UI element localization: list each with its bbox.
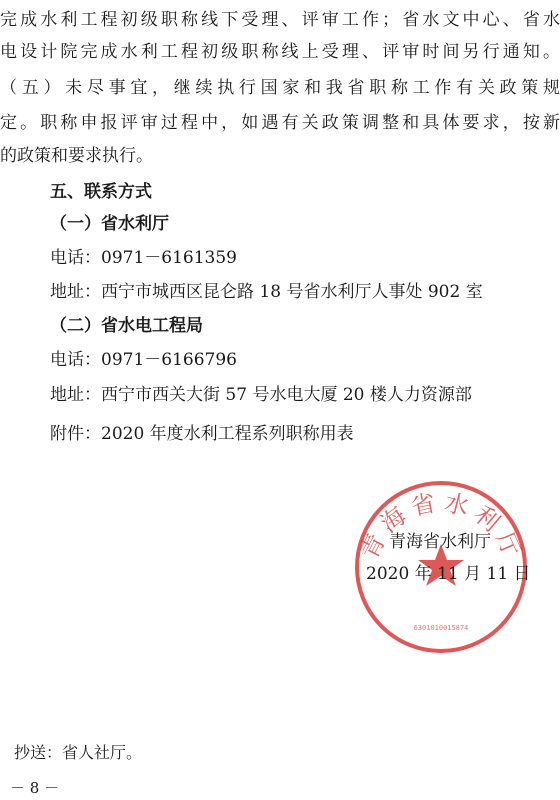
cc-line: 抄送：省人社厅。 (14, 743, 143, 762)
section-heading: 五、联系方式 (50, 182, 152, 202)
svg-text:6301010015874: 6301010015874 (413, 624, 469, 632)
signature-org: 青海省水利厅 (389, 532, 491, 552)
page-number: － 8 － (10, 779, 60, 797)
contact-address: 地址：西宁市西关大街 57 号水电大厦 20 楼人力资源部 (50, 385, 472, 405)
contact-phone: 电话：0971－6161359 (50, 248, 237, 268)
attachment-line: 附件：2020 年度水利工程系列职称用表 (50, 424, 354, 444)
contact-heading: （二）省水电工程局 (50, 316, 203, 336)
paragraph-line: 的政策和要求执行。 (0, 146, 153, 166)
paragraph-line: （五）未尽事宜，继续执行国家和我省职称工作有关政策规 (0, 78, 560, 98)
contact-phone: 电话：0971－6166796 (50, 350, 237, 370)
signature-date: 2020 年 11 月 11 日 (366, 564, 531, 584)
paragraph-line: 定。职称申报评审过程中，如遇有关政策调整和具体要求，按新 (0, 113, 560, 133)
paragraph-line: 完成水利工程初级职称线下受理、评审工作；省水文中心、省水 (0, 10, 560, 30)
svg-text:青海省水利厅: 青海省水利厅 (354, 487, 529, 567)
contact-address: 地址：西宁市城西区昆仑路 18 号省水利厅人事处 902 室 (50, 282, 483, 302)
paragraph-line: 电设计院完成水利工程初级职称线上受理、评审时间另行通知。 (0, 42, 560, 62)
contact-heading: （一）省水利厅 (50, 214, 169, 234)
